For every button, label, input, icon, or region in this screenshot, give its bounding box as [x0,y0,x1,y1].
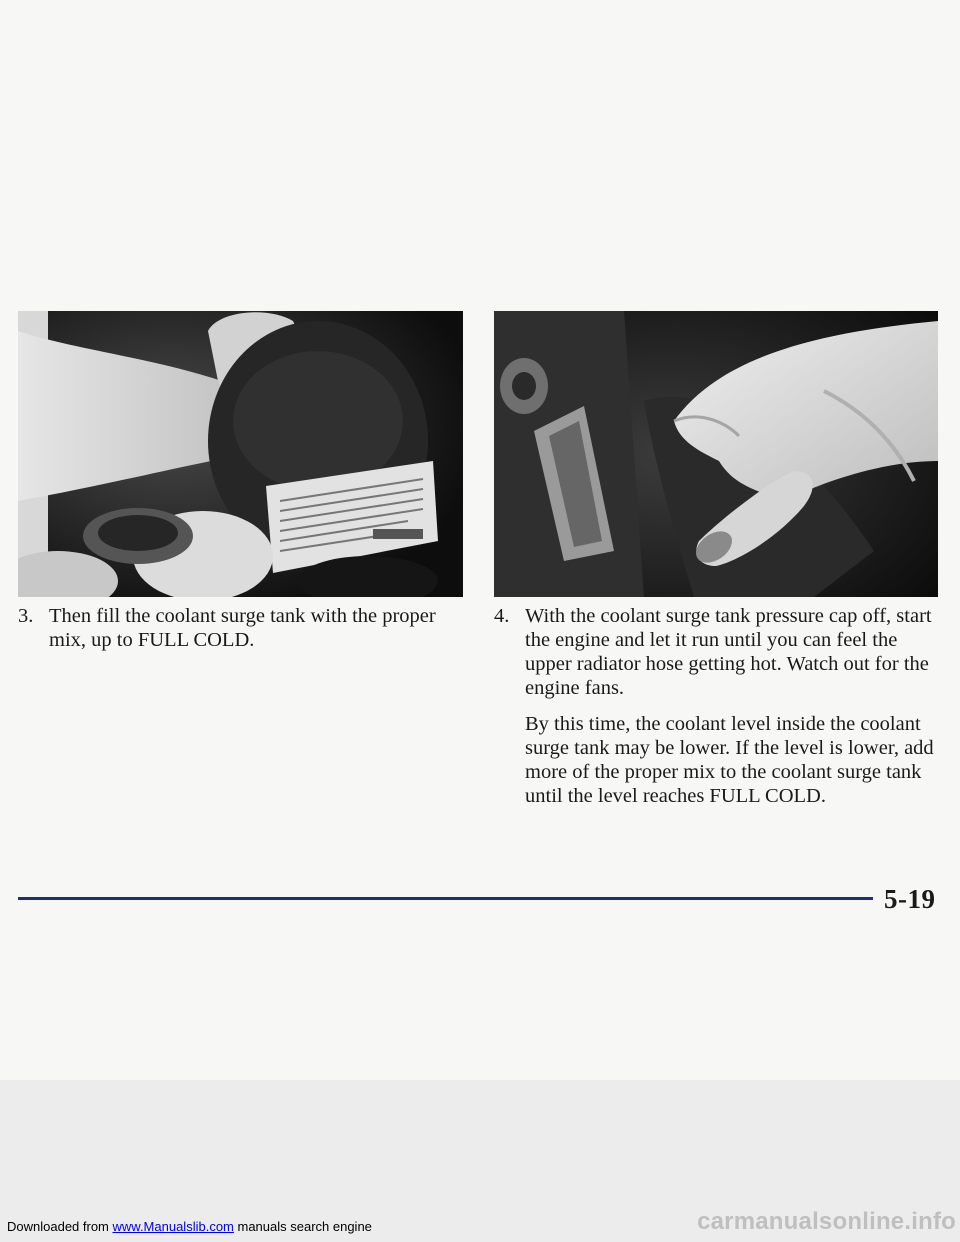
footer-suffix: manuals search engine [233,1219,372,1234]
step-4-followup: By this time, the coolant level inside the coolant surge tank may be lower. If the level is lower, add more of the proper mix to the coolant surge tank until the level reaches FULL COLD. [525,713,934,807]
download-footer [7,1219,372,1234]
step-3 [18,604,468,652]
step-3-text: Then fill the coolant surge tank with the proper mix, up to FULL COLD. [49,605,436,651]
footer-prefix: Downloaded from [7,1219,113,1234]
manualslib-link[interactable]: www.Manualslib.com [112,1219,234,1234]
page-number: 5-19 [884,884,936,914]
photo-filling-surge-tank [18,311,463,597]
step-4 [494,604,939,808]
step-4-text: With the coolant surge tank pressure cap off, start the engine and let it run until you can feel the upper radiator hose getting hot. Watch out for the engine fans. [525,605,932,699]
section-divider [18,897,873,900]
watermark: carmanualsonline.info [697,1208,956,1235]
photo-radiator-hose [494,311,938,597]
step-3-number: 3. [18,605,34,627]
step-4-number: 4. [494,605,510,627]
